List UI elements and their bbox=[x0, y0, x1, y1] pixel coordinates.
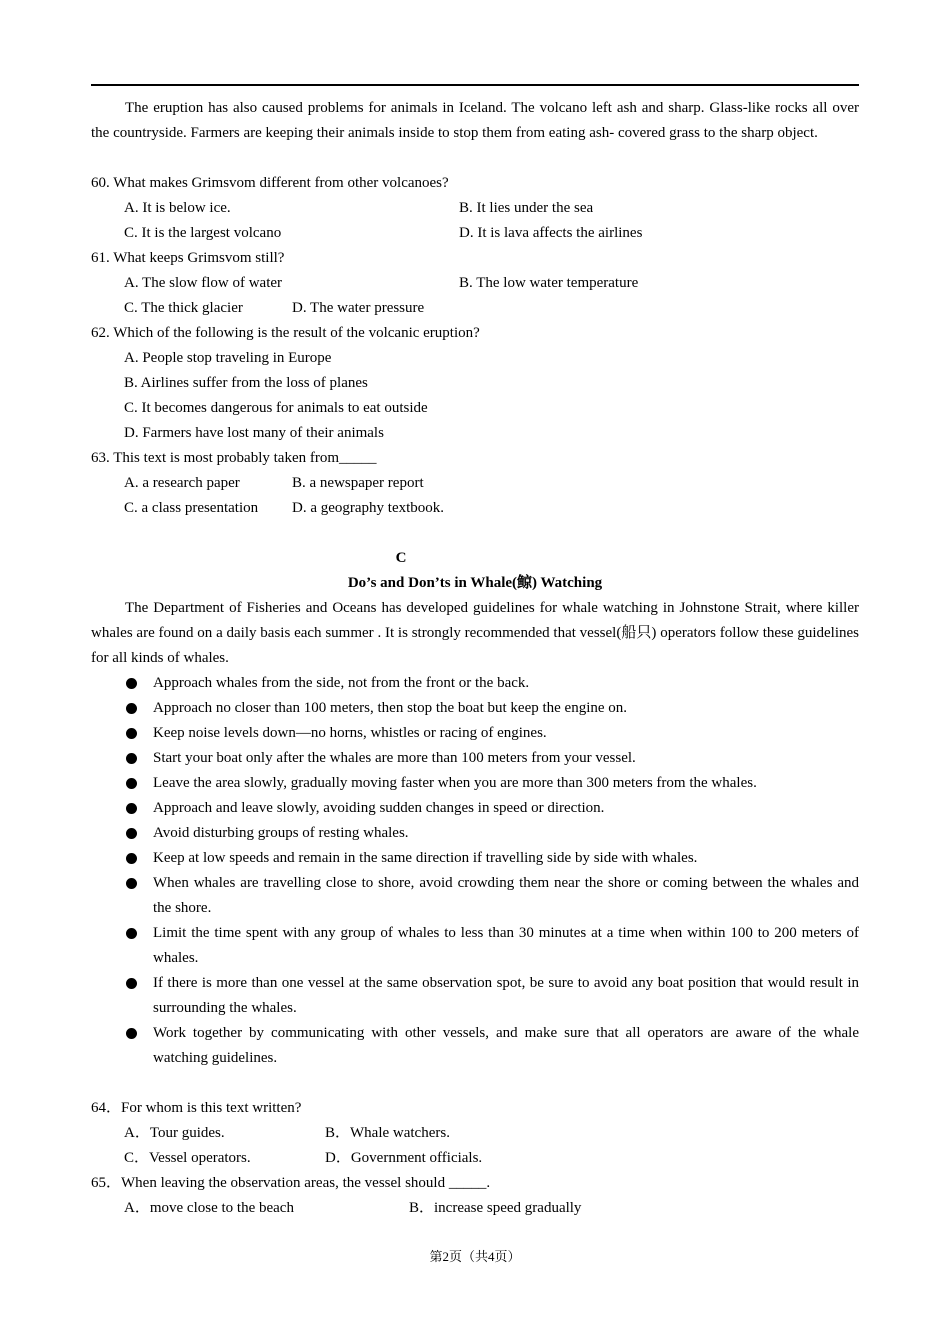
question-65-option-a: A．move close to the beach bbox=[124, 1200, 294, 1216]
question-61-options-row-2 bbox=[91, 296, 859, 321]
question-64-options-row-2 bbox=[91, 1146, 859, 1171]
question-61-option-d: D. The water pressure bbox=[292, 300, 425, 316]
question-63-stem: 63. This text is most probably taken from_____ bbox=[91, 450, 377, 466]
section-c-title: Do’s and Don’ts in Whale(鲸) Watching bbox=[347, 575, 603, 591]
bullet-icon bbox=[126, 853, 137, 864]
question-61-options-row-1 bbox=[91, 271, 859, 296]
bullet-icon bbox=[126, 978, 137, 989]
guideline-item: If there is more than one vessel at the same observation spot, be sure to avoid any boat position that would result in surrounding the whales. bbox=[91, 971, 859, 1021]
bullet-icon bbox=[126, 1028, 137, 1039]
question-62-option-c: C. It becomes dangerous for animals to eat outside bbox=[124, 400, 428, 416]
guideline-item: Leave the area slowly, gradually moving faster when you are more than 300 meters from the whales. bbox=[91, 771, 859, 796]
question-60-option-a: A. It is below ice. bbox=[124, 200, 231, 216]
bullet-icon bbox=[126, 728, 137, 739]
question-64-stem: 64．For whom is this text written? bbox=[91, 1100, 302, 1116]
question-63-option-d: D. a geography textbook. bbox=[292, 500, 445, 516]
guideline-item: Approach and leave slowly, avoiding sudden changes in speed or direction. bbox=[91, 796, 859, 821]
question-64-option-a: A．Tour guides. bbox=[124, 1125, 225, 1141]
bullet-icon bbox=[126, 828, 137, 839]
header-rule bbox=[91, 84, 859, 86]
bullet-icon bbox=[126, 678, 137, 689]
guideline-item: When whales are travelling close to shore, avoid crowding them near the shore or coming between the whales and the shore. bbox=[91, 871, 859, 921]
bullet-icon bbox=[126, 778, 137, 789]
bullet-icon bbox=[126, 753, 137, 764]
bullet-icon bbox=[126, 928, 137, 939]
page-footer: 第2页（共4页） bbox=[429, 1249, 521, 1264]
question-64-option-c: C．Vessel operators. bbox=[124, 1150, 251, 1166]
question-61-option-b: B. The low water temperature bbox=[459, 275, 639, 291]
guideline-item: Work together by communicating with other vessels, and make sure that all operators are aware of the whale watching guidelines. bbox=[91, 1021, 859, 1071]
bullet-icon bbox=[126, 703, 137, 714]
question-61-option-a: A. The slow flow of water bbox=[124, 275, 283, 291]
question-62-stem: 62. Which of the following is the result of the volcanic eruption? bbox=[91, 325, 480, 341]
question-64-options-row-1 bbox=[91, 1121, 859, 1146]
question-65-options-row-1 bbox=[91, 1196, 859, 1221]
section-c-intro: The Department of Fisheries and Oceans has developed guidelines for whale watching in Johnstone Strait, where killer whales are found on a daily basis each summer . It is strongly recommended that vessel(船只) operators follow these guidelines for all kinds of whales. bbox=[91, 600, 859, 666]
question-63-options-row-1 bbox=[91, 471, 859, 496]
question-63-option-b: B. a newspaper report bbox=[292, 475, 424, 491]
question-62-option-d: D. Farmers have lost many of their animals bbox=[124, 425, 384, 441]
question-60-options-row-1 bbox=[91, 196, 859, 221]
question-65-option-b: B．increase speed gradually bbox=[409, 1200, 582, 1216]
question-62-option-b: B. Airlines suffer from the loss of planes bbox=[124, 375, 368, 391]
page-content bbox=[91, 96, 859, 1221]
guideline-item: Start your boat only after the whales are more than 100 meters from your vessel. bbox=[91, 746, 859, 771]
question-61-option-c: C. The thick glacier bbox=[124, 300, 243, 316]
guideline-item: Limit the time spent with any group of whales to less than 30 minutes at a time when within 100 to 200 meters of whales. bbox=[91, 921, 859, 971]
passage-b-paragraph: The eruption has also caused problems for animals in Iceland. The volcano left ash and sharp. Glass-like rocks all over the countryside. Farmers are keeping their animals inside to stop them from eating ash- covered grass to the sharp object. bbox=[91, 100, 859, 141]
guideline-item: Keep noise levels down—no horns, whistles or racing of engines. bbox=[91, 721, 859, 746]
section-c-letter: C bbox=[395, 550, 407, 566]
question-60-stem: 60. What makes Grimsvom different from other volcanoes? bbox=[91, 175, 449, 191]
question-60-option-c: C. It is the largest volcano bbox=[124, 225, 282, 241]
question-63-option-c: C. a class presentation bbox=[124, 500, 259, 516]
question-60-option-b: B. It lies under the sea bbox=[459, 200, 594, 216]
bullet-icon bbox=[126, 878, 137, 889]
guideline-item: Approach whales from the side, not from the front or the back. bbox=[91, 671, 859, 696]
guideline-list bbox=[91, 671, 859, 1071]
question-62-option-a: A. People stop traveling in Europe bbox=[124, 350, 332, 366]
question-64-option-d: D．Government officials. bbox=[325, 1150, 483, 1166]
question-60-options-row-2 bbox=[91, 221, 859, 246]
guideline-item: Approach no closer than 100 meters, then stop the boat but keep the engine on. bbox=[91, 696, 859, 721]
question-61-stem: 61. What keeps Grimsvom still? bbox=[91, 250, 285, 266]
guideline-item: Avoid disturbing groups of resting whales. bbox=[91, 821, 859, 846]
bullet-icon bbox=[126, 803, 137, 814]
question-65-stem: 65．When leaving the observation areas, the vessel should _____. bbox=[91, 1175, 491, 1191]
question-64-option-b: B．Whale watchers. bbox=[325, 1125, 450, 1141]
question-60-option-d: D. It is lava affects the airlines bbox=[459, 225, 643, 241]
question-63-options-row-2 bbox=[91, 496, 859, 521]
question-63-option-a: A. a research paper bbox=[124, 475, 240, 491]
guideline-item: Keep at low speeds and remain in the same direction if travelling side by side with whales. bbox=[91, 846, 859, 871]
